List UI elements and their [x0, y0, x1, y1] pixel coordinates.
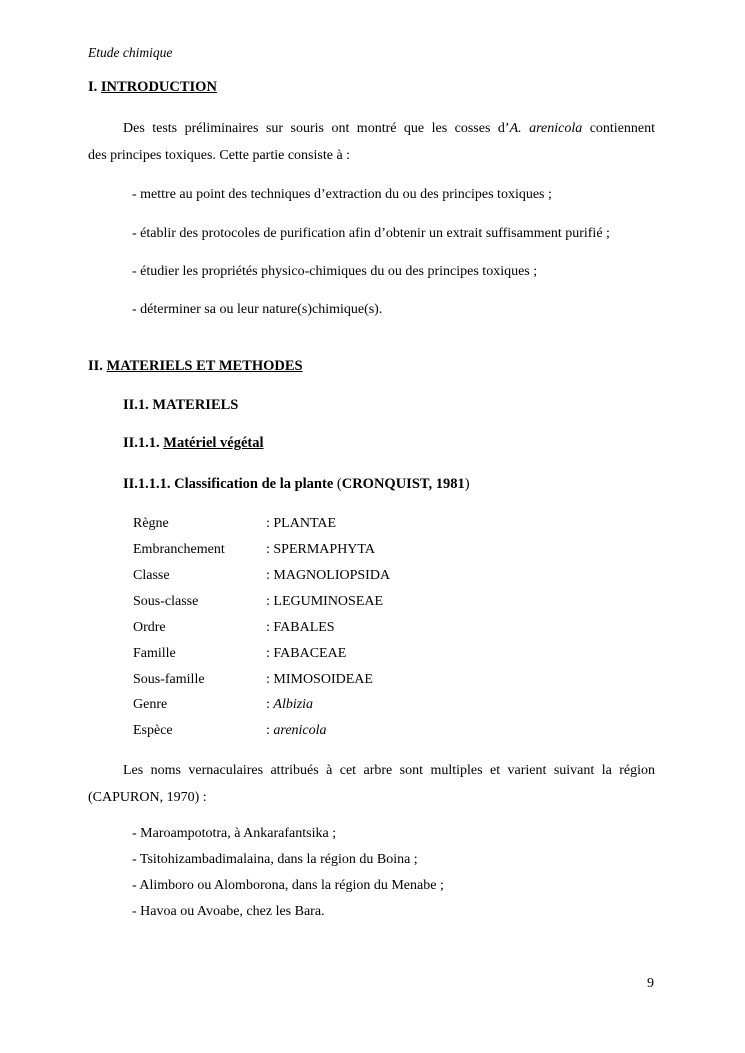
section-heading-introduction [88, 80, 217, 95]
objective-item: - étudier les propriétés physico-chimiques du ou des principes toxiques ; [132, 264, 538, 279]
species-epithet: arenicola [273, 723, 327, 738]
subsection-heading-materiel-vegetal [123, 436, 264, 451]
section-number: I. [88, 79, 98, 95]
page-number: 9 [647, 976, 654, 991]
intro-paragraph-line-2: des principes toxiques. Cette partie consiste à : [88, 148, 351, 163]
section-heading-materiels-methodes [88, 359, 303, 374]
classification-term: Embranchement [133, 542, 225, 557]
objective-item: - établir des protocoles de purification afin d’obtenir un extrait suffisamment purifié ; [132, 226, 610, 241]
species-name: A. arenicola [509, 121, 583, 136]
vernacular-paragraph-line-1: Les noms vernaculaires attribués à cet arbre sont multiples et varient suivant la région [123, 763, 655, 778]
classification-value: : SPERMAPHYTA [266, 542, 375, 557]
classification-term: Genre [133, 697, 168, 712]
value-prefix: : [266, 723, 274, 738]
objective-item: - mettre au point des techniques d’extraction du ou des principes toxiques ; [132, 187, 552, 202]
subsection-heading-classification [123, 477, 470, 492]
classification-term: Sous-classe [133, 594, 199, 609]
subsection-number: II.1.1. [123, 435, 164, 451]
classification-term: Ordre [133, 620, 166, 635]
classification-value [266, 698, 313, 712]
objective-item: - déterminer sa ou leur nature(s)chimique(s). [132, 302, 383, 317]
classification-value: : MIMOSOIDEAE [266, 672, 373, 687]
paren-open: ( [333, 476, 342, 492]
running-header: Etude chimique [88, 45, 173, 60]
classification-value: : FABACEAE [266, 646, 347, 661]
classification-value: : FABALES [266, 620, 335, 635]
section-title: MATERIELS ET METHODES [106, 358, 303, 374]
classification-term: Espèce [133, 723, 173, 738]
citation: CRONQUIST, 1981 [341, 476, 465, 492]
classification-term: Règne [133, 516, 169, 531]
section-number: II. [88, 358, 103, 374]
value-prefix: : [266, 697, 274, 712]
vernacular-paragraph-line-2: (CAPURON, 1970) : [88, 790, 207, 805]
genus-name: Albizia [273, 697, 314, 712]
vernacular-name-item: - Alimboro ou Alomborona, dans la région du Menabe ; [132, 878, 444, 893]
vernacular-name-item: - Tsitohizambadimalaina, dans la région du Boina ; [132, 852, 418, 867]
section-title: INTRODUCTION [100, 79, 217, 95]
subsection-title: Matériel végétal [163, 435, 264, 451]
classification-term: Sous-famille [133, 672, 205, 687]
vernacular-name-item: - Havoa ou Avoabe, chez les Bara. [132, 904, 325, 919]
intro-paragraph-line-1 [123, 122, 655, 136]
classification-value [266, 724, 327, 738]
vernacular-name-item: - Maroampototra, à Ankarafantsika ; [132, 826, 337, 841]
subsection-title: II.1.1.1. Classification de la plante [123, 476, 334, 492]
subsection-heading-materiels: II.1. MATERIELS [123, 397, 239, 413]
intro-text-a: Des tests préliminaires sur souris ont montré que les cosses d’ [123, 121, 510, 136]
intro-text-b: contiennent [582, 121, 656, 136]
classification-term: Classe [133, 568, 170, 583]
classification-value: : LEGUMINOSEAE [266, 594, 384, 609]
classification-value: : PLANTAE [266, 516, 337, 531]
classification-term: Famille [133, 646, 176, 661]
classification-value: : MAGNOLIOPSIDA [266, 568, 391, 583]
paren-close: ) [464, 476, 470, 492]
